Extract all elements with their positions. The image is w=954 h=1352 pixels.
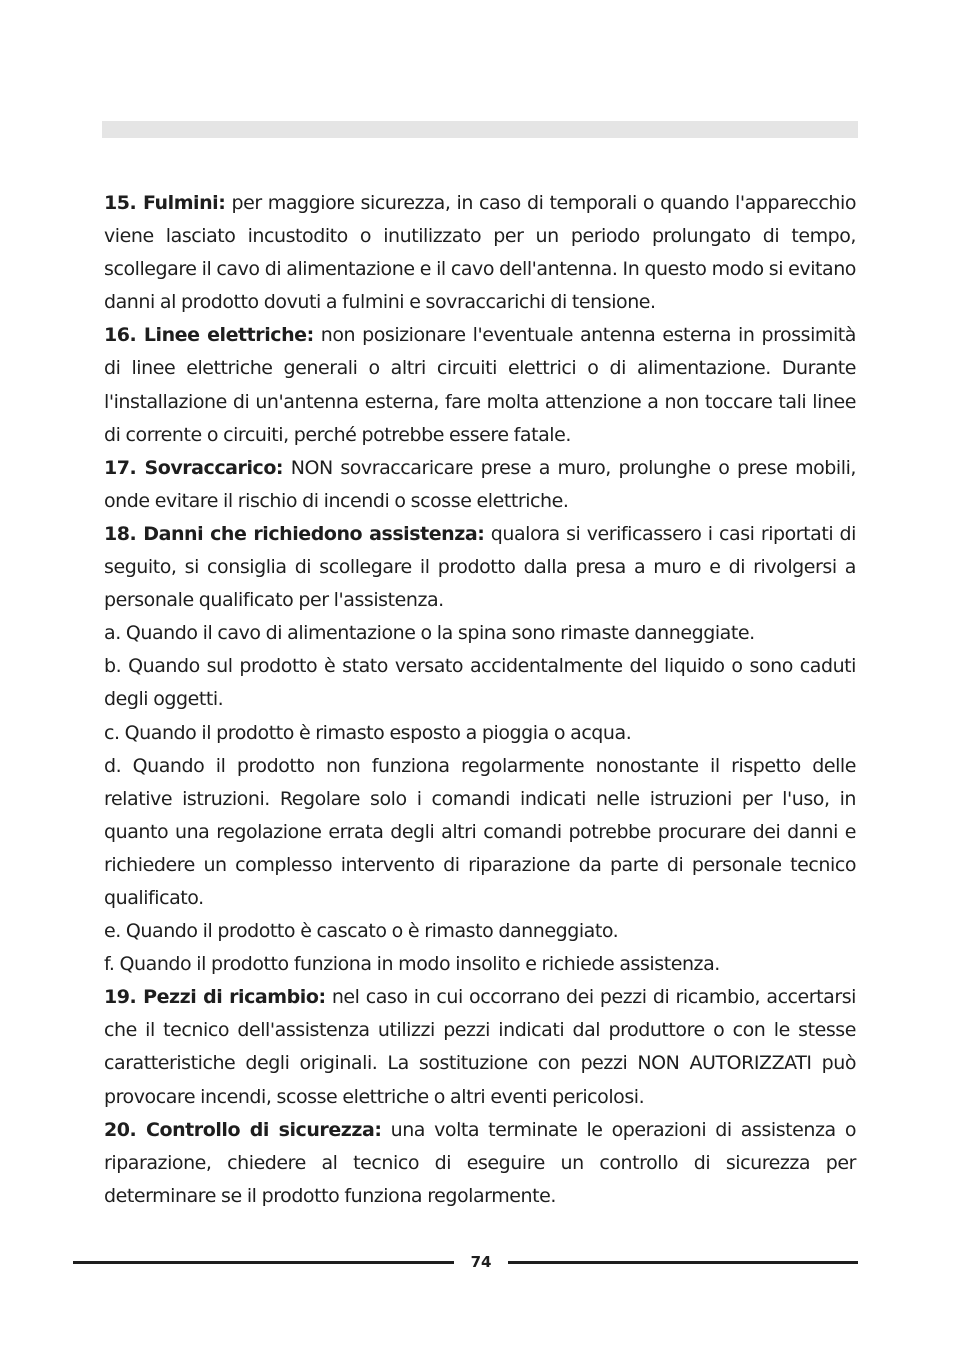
header-bar <box>102 121 858 138</box>
section-body: qualora si verificassero i casi riportati di seguito, si consiglia di scollegare il prodotto dalla presa a muro e di rivolgersi a personale qualificato per l'assistenza. <box>104 522 856 612</box>
page-number: 74 <box>470 1253 492 1271</box>
section-body: NON sovraccaricare prese a muro, prolunghe o prese mobili, onde evitare il rischio di incendi o scosse elettriche. <box>104 456 856 512</box>
section-heading: 20. Controllo di sicurezza: <box>104 1118 382 1141</box>
case-item-d: d. Quando il prodotto non funziona regolarmente nonostante il rispetto delle relative istruzioni. Regolare solo i comandi indicati nelle istruzioni per l'uso, in quanto una regolazione errata degli altri comandi potrebbe procurare dei danni e richiedere un complesso intervento di riparazione da parte di personale tecnico qualificato. <box>104 754 856 909</box>
section-body: una volta terminate le operazioni di assistenza o riparazione, chiedere al tecnico di eseguire un controllo di sicurezza per determinare se il prodotto funziona regolarmente. <box>104 1118 856 1207</box>
section-15 <box>104 187 856 319</box>
footer-rule-right <box>508 1261 858 1264</box>
manual-text <box>104 187 856 1213</box>
case-item-e: e. Quando il prodotto è cascato o è rimasto danneggiato. <box>104 920 619 943</box>
footer-rule-left <box>73 1261 454 1264</box>
section-body: non posizionare l'eventuale antenna esterna in prossimità di linee elettriche generali o altri circuiti elettrici o di alimentazione. Durante l'installazione di un'antenna esterna, fare molta attenzione a non toccare tali linee di corrente o circuiti, perché potrebbe essere fatale. <box>104 324 856 446</box>
section-20 <box>104 1114 856 1213</box>
section-heading: 18. Danni che richiedono assistenza: <box>104 522 485 545</box>
section-heading: 19. Pezzi di ricambio: <box>104 986 326 1009</box>
case-item-b: b. Quando sul prodotto è stato versato accidentalmente del liquido o sono caduti degli oggetti. <box>104 655 856 711</box>
section-heading: 17. Sovraccarico: <box>104 456 284 479</box>
section-heading: 15. Fulmini: <box>104 192 226 214</box>
section-body: per maggiore sicurezza, in caso di temporali o quando l'apparecchio viene lasciato incustodito o inutilizzato per un periodo prolungato di tempo, scollegare il cavo di alimentazione e il cavo dell'antenna. In questo modo si evitano danni al prodotto dovuti a fulmini e sovraccarichi di tensione. <box>104 192 856 314</box>
section-19 <box>104 981 856 1113</box>
section-16 <box>104 319 856 451</box>
page-footer <box>73 1250 858 1276</box>
case-item-c: c. Quando il prodotto è rimasto esposto a pioggia o acqua. <box>104 721 632 744</box>
case-item-f: f. Quando il prodotto funziona in modo insolito e richiede assistenza. <box>104 953 720 976</box>
section-17 <box>104 452 856 518</box>
case-item-a: a. Quando il cavo di alimentazione o la spina sono rimaste danneggiate. <box>104 622 755 645</box>
section-body: nel caso in cui occorrano dei pezzi di ricambio, accertarsi che il tecnico dell'assistenza utilizzi pezzi indicati dal produttore o con le stesse caratteristiche degli originali. La sostituzione con pezzi NON AUTORIZZATI può provocare incendi, scosse elettriche o altri eventi pericolosi. <box>104 986 856 1108</box>
section-18 <box>104 518 856 617</box>
section-heading: 16. Linee elettriche: <box>104 324 314 347</box>
